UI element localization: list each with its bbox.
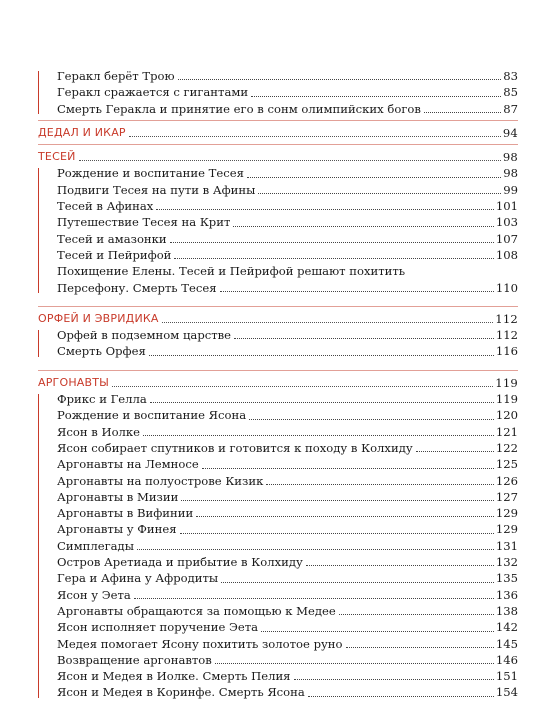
entry-title: Смерть Орфея [57,344,146,359]
toc-entry[interactable] [38,473,518,489]
section-bar [38,330,39,357]
toc-entry[interactable] [38,636,518,652]
entry-title: Путешествие Тесея на Крит [57,215,231,230]
dot-leader [202,468,494,469]
toc-entry[interactable] [38,214,518,230]
dot-leader [249,419,494,420]
toc-entry-line1[interactable] [38,263,518,279]
entry-page: 151 [495,669,518,684]
dot-leader [221,582,494,583]
entry-page: 107 [495,231,518,246]
section-bar [38,71,39,114]
toc-entry[interactable] [38,684,518,700]
toc-entry-line2[interactable] [38,280,518,296]
toc-entry[interactable] [38,603,518,619]
entry-title: Смерть Геракла и принятие его в сонм олимпийских богов [57,101,421,116]
entry-page: 119 [495,392,518,407]
dot-leader [149,355,494,356]
entry-page: 132 [495,555,518,570]
dot-leader [308,696,494,697]
entry-title: Аргонавты на полуострове Кизик [57,473,264,488]
entry-page: 120 [495,408,518,423]
entry-title: Ясон в Иолке [57,424,141,439]
entry-page: 142 [495,620,518,635]
entry-page: 110 [495,280,518,295]
entry-title: Рождение и воспитание Тесея [57,166,244,181]
entry-title: Ясон и Медея в Коринфе. Смерть Ясона [57,685,305,700]
entry-page: 131 [495,538,518,553]
dot-leader [251,96,501,97]
toc-entry[interactable] [38,619,518,635]
orpheus-block [38,327,518,360]
toc-entry[interactable] [38,391,518,407]
toc-entry[interactable] [38,489,518,505]
entry-title: Симплегады [57,538,134,553]
section-heading-theseus[interactable] [38,149,518,165]
entry-page: 129 [495,522,518,537]
entry-page: 136 [495,587,518,602]
entry-title: Ясон у Эета [57,587,131,602]
dot-leader [234,338,494,339]
dot-leader [294,679,494,680]
toc-entry[interactable] [38,165,518,181]
toc-entry[interactable] [38,101,518,117]
dot-leader [247,177,501,178]
entry-title: Орфей в подземном царстве [57,328,232,343]
dot-leader [129,136,501,137]
section-title: АРГОНАВТЫ [38,375,110,389]
entry-title: Подвиги Тесея на пути в Афины [57,182,256,197]
entry-title: Аргонавты в Вифинии [57,506,194,521]
entry-title: Персефону. Смерть Тесея [57,280,217,295]
toc-entry[interactable] [38,570,518,586]
dot-leader [178,79,502,80]
entry-title: Фрикс и Гелла [57,392,147,407]
section-title: ОРФЕЙ И ЭВРИДИКА [38,311,159,325]
entry-title: Похищение Елены. Тесей и Пейрифой решают похитить [57,264,406,279]
dot-leader [170,242,494,243]
entry-title: Тесей и амазонки [57,231,167,246]
dot-leader [112,386,493,387]
section-divider [38,144,518,146]
spacer [38,296,518,303]
dot-leader [150,402,494,403]
dot-leader [181,500,494,501]
toc-entry[interactable] [38,456,518,472]
dot-leader [180,533,494,534]
dot-leader [346,647,494,648]
toc-entry[interactable] [38,505,518,521]
dot-leader [261,631,494,632]
entry-title: Остров Аретиада и прибытие в Колхиду [57,555,303,570]
section-divider [38,370,518,372]
toc-entry[interactable] [38,182,518,198]
toc-entry[interactable] [38,198,518,214]
dot-leader [156,209,494,210]
toc-entry[interactable] [38,68,518,84]
dot-leader [196,516,494,517]
dot-leader [306,565,494,566]
section-bar [38,168,39,292]
section-page: 112 [495,311,518,326]
entry-page: 129 [495,506,518,521]
section-title: ДЕДАЛ И ИКАР [38,125,126,139]
toc-entry[interactable] [38,668,518,684]
section-divider [38,306,518,308]
entry-page: 116 [495,344,518,359]
entry-title: Геракл берёт Трою [57,69,175,83]
entry-page: 122 [495,440,518,455]
entry-title: Рождение и воспитание Ясона [57,408,247,423]
entry-title: Геракл сражается с гигантами [57,85,249,100]
toc-entry[interactable] [38,554,518,570]
section-bar [38,394,39,698]
entry-page: 83 [503,69,518,83]
entry-page: 135 [495,571,518,586]
entry-title: Медея помогает Ясону похитить золотое руно [57,636,343,651]
entry-page: 87 [503,101,518,116]
toc-entry[interactable] [38,84,518,100]
entry-page: 121 [495,424,518,439]
entry-page: 101 [495,199,518,214]
dot-leader [416,451,494,452]
entry-page: 127 [495,489,518,504]
section-heading-daedalus[interactable] [38,125,518,141]
entry-page: 126 [495,473,518,488]
toc-entry[interactable] [38,343,518,359]
entry-page: 145 [495,636,518,651]
section-page: 94 [502,125,518,140]
dot-leader [258,193,501,194]
toc-entry[interactable] [38,538,518,554]
toc-entry[interactable] [38,652,518,668]
dot-leader [215,663,494,664]
section-page: 119 [495,375,518,390]
entry-title: Аргонавты на Лемносе [57,457,199,472]
dot-leader [233,226,493,227]
dot-leader [220,291,494,292]
entry-page: 85 [503,85,518,100]
dot-leader [174,258,493,259]
toc-entry[interactable] [38,247,518,263]
entry-title: Ясон исполняет поручение Эета [57,620,259,635]
entry-page: 99 [503,182,518,197]
section-heading-argonauts[interactable] [38,375,518,391]
entry-title: Ясон собирает спутников и готовится к походу в Колхиду [57,440,413,455]
dot-leader [339,614,494,615]
toc-entry[interactable] [38,231,518,247]
heracles-block [38,68,518,117]
entry-title: Гера и Афина у Афродиты [57,571,219,586]
dot-leader [79,160,501,161]
entry-title: Аргонавты у Финея [57,522,177,537]
dot-leader [134,598,494,599]
entry-page: 98 [503,166,518,181]
section-heading-orpheus[interactable] [38,311,518,327]
section-divider [38,120,518,122]
entry-title: Возвращение аргонавтов [57,652,212,667]
entry-page: 138 [495,603,518,618]
entry-title: Тесей в Афинах [57,199,154,214]
entry-page: 146 [495,652,518,667]
entry-title: Аргонавты обращаются за помощью к Медее [57,603,336,618]
entry-page: 103 [495,215,518,230]
section-title: ТЕСЕЙ [38,150,76,164]
toc-entry[interactable] [38,521,518,537]
entry-title: Аргонавты в Мизии [57,489,179,504]
entry-title: Тесей и Пейрифой [57,247,172,262]
section-page: 98 [502,150,518,165]
entry-page: 125 [495,457,518,472]
toc-entry[interactable] [38,327,518,343]
toc-entry[interactable] [38,440,518,456]
dot-leader [137,549,494,550]
theseus-block [38,165,518,295]
entry-page: 112 [495,328,518,343]
entry-page: 108 [495,247,518,262]
toc-entry[interactable] [38,587,518,603]
dot-leader [424,112,501,113]
spacer [38,360,518,367]
entry-title: Ясон и Медея в Иолке. Смерть Пелия [57,669,291,684]
dot-leader [266,484,494,485]
dot-leader [143,435,494,436]
entry-page: 154 [495,685,518,700]
dot-leader [162,322,494,323]
toc-entry[interactable] [38,407,518,423]
argonauts-block [38,391,518,701]
toc-entry[interactable] [38,424,518,440]
table-of-contents [38,68,518,701]
